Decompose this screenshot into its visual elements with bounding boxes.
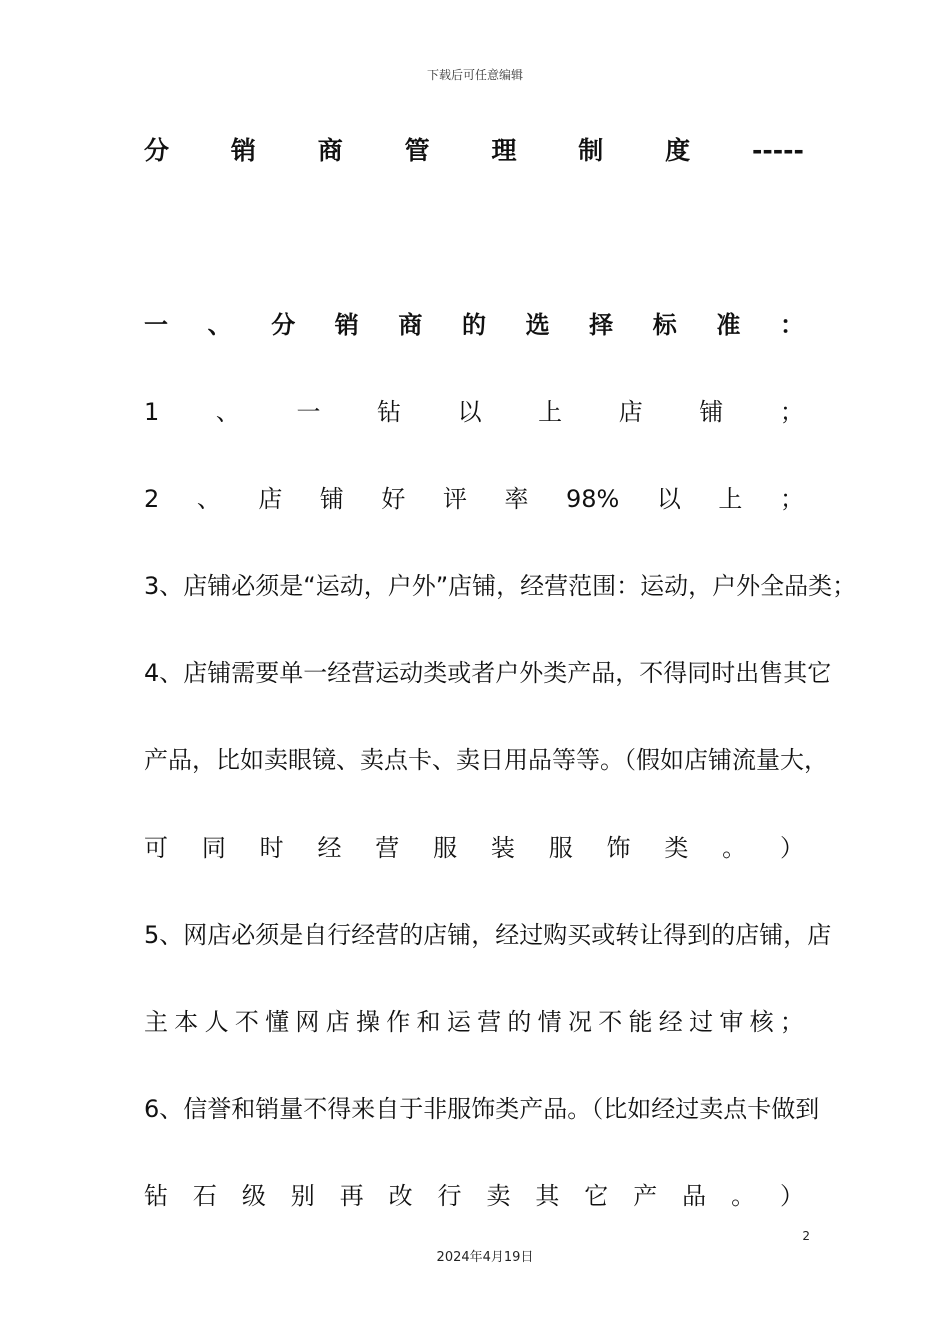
- line-glyph: 理: [491, 136, 517, 165]
- line-glyph: 服: [548, 834, 573, 862]
- line-glyph: 运: [446, 1008, 471, 1036]
- line-glyph: 商: [398, 311, 423, 339]
- line-glyph: 管: [404, 136, 430, 165]
- criteria-item-5-line-2: [144, 1005, 804, 1039]
- line-glyph: 服: [433, 834, 458, 862]
- line-glyph: 、: [207, 311, 232, 339]
- line-glyph: 营: [477, 1008, 502, 1036]
- line-glyph: 能: [628, 1008, 653, 1036]
- line-glyph: 经: [658, 1008, 683, 1036]
- line-glyph: 2: [144, 485, 160, 513]
- line-glyph: 懂: [265, 1008, 290, 1036]
- line-glyph: 情: [537, 1008, 562, 1036]
- line-glyph: 。: [731, 1182, 756, 1210]
- line-glyph: 作: [386, 1008, 411, 1036]
- criteria-item-4-line-3: [144, 831, 804, 865]
- line-glyph: 率: [504, 485, 529, 513]
- criteria-item-4-line-2: 产品，比如卖眼镜、卖点卡、卖日用品等等。（假如店铺流量大，: [144, 746, 828, 774]
- line-glyph: ）: [779, 834, 804, 862]
- page-header: 下载后可任意编辑: [426, 68, 523, 82]
- line-glyph: 上: [538, 398, 563, 426]
- line-glyph: 操: [355, 1008, 380, 1036]
- line-glyph: 店: [325, 1008, 350, 1036]
- line-glyph: 别: [290, 1182, 315, 1210]
- criteria-item-2: [144, 482, 804, 516]
- line-glyph: 择: [589, 311, 614, 339]
- line-glyph: 标: [652, 311, 677, 339]
- line-glyph: 钻: [377, 398, 402, 426]
- criteria-item-4-line-1: 4、店铺需要单一经营运动类或者户外类产品，不得同时出售其它: [144, 659, 832, 687]
- line-glyph: 不: [598, 1008, 623, 1036]
- line-glyph: 以: [656, 485, 681, 513]
- line-glyph: ；: [779, 1008, 804, 1036]
- line-glyph: 铺: [699, 398, 724, 426]
- line-glyph: 审: [719, 1008, 744, 1036]
- line-glyph: 分: [144, 136, 170, 165]
- line-glyph: 的: [461, 311, 486, 339]
- line-glyph: 准: [716, 311, 741, 339]
- line-glyph: ；: [779, 485, 804, 513]
- line-glyph: 分: [271, 311, 296, 339]
- line-glyph: 石: [192, 1182, 217, 1210]
- line-glyph: 一: [144, 311, 168, 339]
- line-glyph: 行: [437, 1182, 462, 1210]
- line-glyph: 好: [381, 485, 406, 513]
- line-glyph: 不: [234, 1008, 259, 1036]
- line-glyph: 铺: [319, 485, 344, 513]
- criteria-item-1: [144, 395, 804, 429]
- line-glyph: ）: [779, 1182, 804, 1210]
- line-glyph: 卖: [486, 1182, 511, 1210]
- line-glyph: 、: [196, 485, 221, 513]
- line-glyph: 同: [201, 834, 226, 862]
- line-glyph: 和: [416, 1008, 441, 1036]
- line-glyph: 网: [295, 1008, 320, 1036]
- page-number: 2: [802, 1229, 810, 1243]
- criteria-item-5-line-1: 5、网店必须是自行经营的店铺，经过购买或转让得到的店铺，店: [144, 921, 832, 949]
- line-glyph: 人: [204, 1008, 229, 1036]
- line-glyph: 一: [296, 398, 321, 426]
- line-glyph: 可: [144, 834, 168, 862]
- line-glyph: 其: [535, 1182, 560, 1210]
- line-glyph: 钻: [144, 1182, 168, 1210]
- line-glyph: 类: [664, 834, 689, 862]
- line-glyph: 1: [144, 398, 160, 426]
- line-glyph: 制: [578, 136, 604, 165]
- line-glyph: 主: [144, 1008, 168, 1036]
- line-glyph: 选: [525, 311, 550, 339]
- line-glyph: 再: [339, 1182, 364, 1210]
- line-glyph: 过: [689, 1008, 714, 1036]
- document-title: [144, 134, 804, 168]
- line-glyph: 店: [258, 485, 283, 513]
- line-glyph: 98%: [566, 485, 620, 513]
- line-glyph: 上: [718, 485, 743, 513]
- line-glyph: 时: [259, 834, 284, 862]
- line-glyph: -----: [752, 136, 804, 165]
- line-glyph: ：: [779, 311, 804, 339]
- line-glyph: ；: [779, 398, 804, 426]
- line-glyph: 度: [665, 136, 691, 165]
- page-footer-date: 2024年4月19日: [436, 1250, 534, 1265]
- line-glyph: 。: [722, 834, 747, 862]
- line-glyph: 经: [317, 834, 342, 862]
- line-glyph: 品: [682, 1182, 707, 1210]
- line-glyph: 销: [334, 311, 359, 339]
- line-glyph: 它: [584, 1182, 609, 1210]
- line-glyph: 装: [490, 834, 515, 862]
- line-glyph: 营: [375, 834, 400, 862]
- section-heading: [144, 308, 804, 342]
- line-glyph: 饰: [606, 834, 631, 862]
- line-glyph: 级: [241, 1182, 266, 1210]
- line-glyph: 产: [633, 1182, 658, 1210]
- criteria-item-6-line-1: 6、信誉和销量不得来自于非服饰类产品。（比如经过卖点卡做到: [144, 1095, 820, 1123]
- line-glyph: 销: [230, 136, 256, 165]
- criteria-item-6-line-2: [144, 1179, 804, 1213]
- line-glyph: 以: [457, 398, 482, 426]
- line-glyph: 评: [442, 485, 467, 513]
- line-glyph: 店: [618, 398, 643, 426]
- line-glyph: 本: [174, 1008, 199, 1036]
- criteria-item-3: 3、店铺必须是“运动，户外”店铺，经营范围：运动，户外全品类；: [144, 572, 857, 600]
- line-glyph: 核: [749, 1008, 774, 1036]
- line-glyph: 况: [567, 1008, 592, 1036]
- line-glyph: 的: [507, 1008, 532, 1036]
- line-glyph: 商: [317, 136, 343, 165]
- line-glyph: 改: [388, 1182, 413, 1210]
- line-glyph: 、: [215, 398, 240, 426]
